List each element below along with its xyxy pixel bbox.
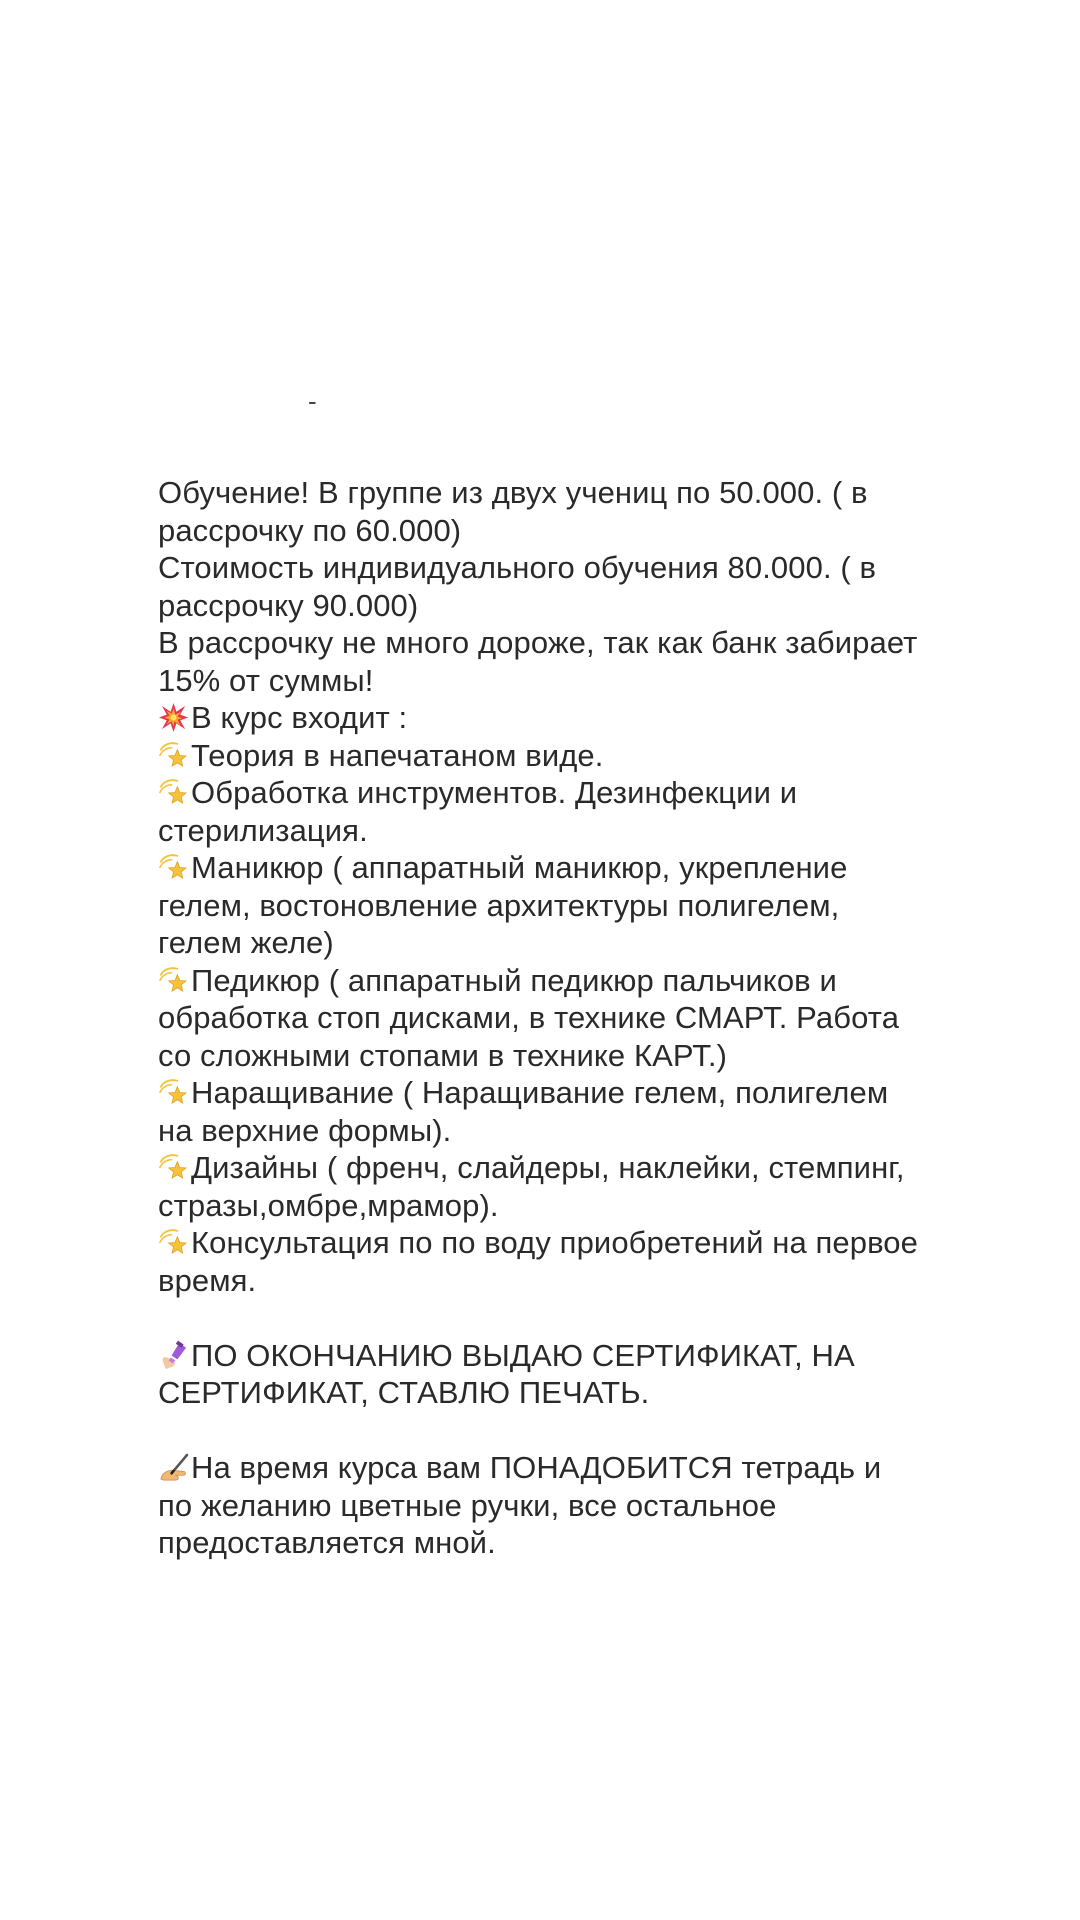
course-item [158, 962, 918, 1075]
course-item [158, 849, 918, 962]
course-item [158, 774, 918, 849]
dizzy-star-icon [158, 965, 189, 996]
writing-hand-icon [158, 1452, 189, 1483]
top-mark: - [308, 386, 317, 416]
dizzy-star-icon [158, 852, 189, 883]
course-item-text: Консультация по по воду приобретений на первое время. [158, 1225, 918, 1298]
course-item [158, 737, 918, 775]
course-item [158, 1074, 918, 1149]
supplies-note [158, 1449, 918, 1562]
course-item-text: Маникюр ( аппаратный маникюр, укрепление гелем, востоновление архитектуры полигелем, гелем желе) [158, 850, 848, 960]
collision-icon [158, 702, 189, 733]
course-item [158, 1224, 918, 1299]
installment-note: В рассрочку не много дороже, так как банк забирает 15% от суммы! [158, 625, 918, 698]
course-item-text: Педикюр ( аппаратный педикюр пальчиков и обработка стоп дисками, в технике СМАРТ. Работа со сложными стопами в технике КАРТ.) [158, 962, 900, 1073]
spacer [158, 1412, 918, 1450]
course-heading [158, 699, 918, 737]
course-description [158, 474, 918, 1562]
course-item-text: Дизайны ( френч, слайдеры, наклейки, стемпинг, стразы,омбре,мрамор). [158, 1150, 905, 1223]
dizzy-star-icon [158, 1077, 189, 1108]
group-price-text: Обучение! В группе из двух учениц по 50.000. ( в рассрочку по 60.000) [158, 475, 868, 548]
certificate-text: ПО ОКОНЧАНИЮ ВЫДАЮ СЕРТИФИКАТ, НА СЕРТИФИКАТ, СТАВЛЮ ПЕЧАТЬ. [158, 1337, 855, 1410]
dizzy-star-icon [158, 740, 189, 771]
dizzy-star-icon [158, 777, 189, 808]
course-item-text: Обработка инструментов. Дезинфекции и стерилизация. [158, 775, 798, 848]
course-heading-text: В курс входит : [191, 700, 408, 735]
dizzy-star-icon [158, 1152, 189, 1183]
individual-price-text: Стоимость индивидуального обучения 80.000. ( в рассрочку 90.000) [158, 550, 877, 623]
nail-polish-icon [158, 1340, 189, 1371]
course-item [158, 1149, 918, 1224]
course-item-text: Наращивание ( Наращивание гелем, полигелем на верхние формы). [158, 1075, 889, 1148]
spacer [158, 1299, 918, 1337]
course-item-text: Теория в напечатаном виде. [191, 737, 604, 773]
supplies-text: На время курса вам ПОНАДОБИТСЯ тетрадь и по желанию цветные ручки, все остальное предоставляется мной. [158, 1450, 882, 1560]
dizzy-star-icon [158, 1227, 189, 1258]
certificate-note [158, 1337, 918, 1412]
